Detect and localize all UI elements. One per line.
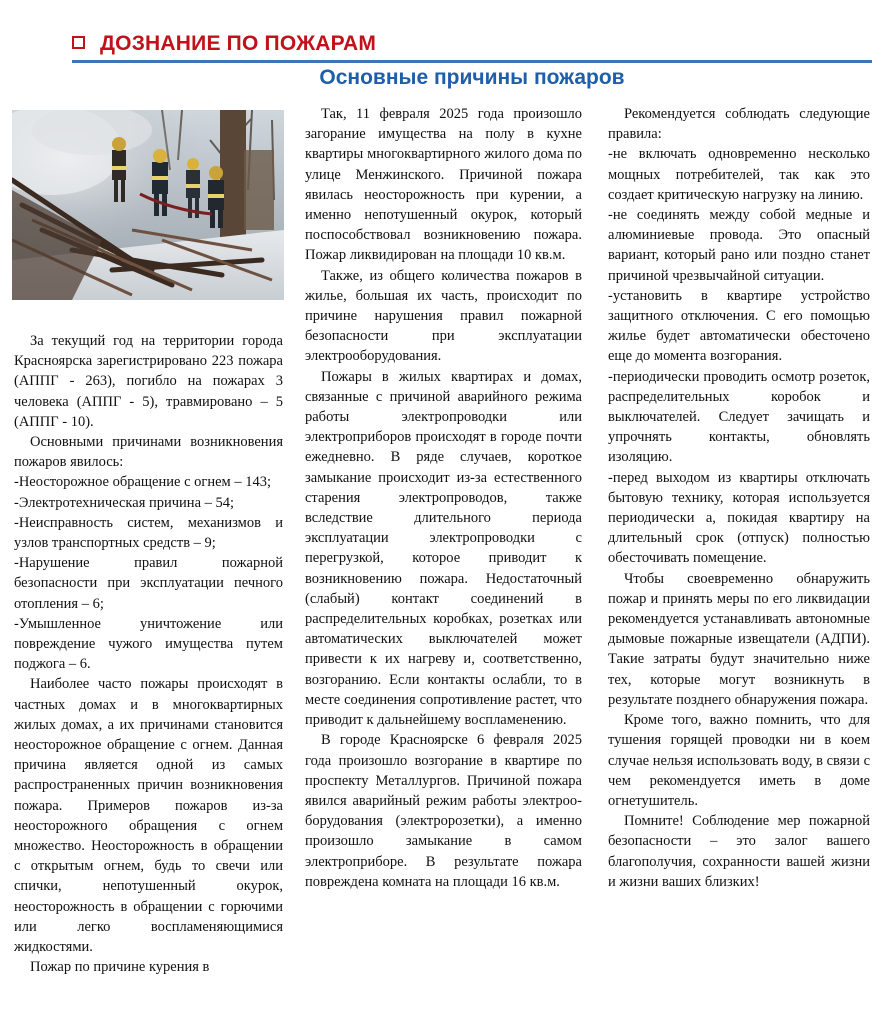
paragraph: Также, из общего количества пожаров в жилье, большая их часть, происходит по причине нарушения правил пожарной безопасности при эксплуатации электрооборудования. [305, 267, 582, 365]
list-item: -периодически проводить осмотр розеток, распределительных коробок и выключателей. Следует зачищать и упрочнять контакты, обновлять изоляцию. [608, 368, 870, 466]
paragraph: Основными причинами возникновения пожаров явилось: [14, 434, 283, 471]
list-item: -Умышленное уничтожение или повреждение чужого имущества путем поджога – 6. [14, 615, 283, 673]
paragraph: В городе Красноярске 6 февраля 2025 года произошло возгорание в квартире по проспекту Металлургов. Причиной пожара явился аварийный режим работы электрооборудования (электророзетки), а именно произошло замыкание в самом электроприборе. В результате пожара повреждена комната на площади 16 кв.м. [305, 732, 582, 890]
header-divider [72, 60, 872, 63]
section-header [72, 32, 872, 62]
article-column-3 [608, 104, 870, 892]
paragraph: Пожары в жилых квартирах и домах, связанные с причиной аварийного режима работы электропроводки или электроприборов происходят в городе почти ежедневно. В ряде случаев, короткое замыкание происходит из-за естественного старения электропроводов, также вследствие длительного периода эксплуатации электропроводки с перегрузкой, которое приводит к возникновению пожара. Недостаточный (слабый) контакт соединений в распределительных коробках, розетках или автоматических выключателей может привести к их нагреву и, соответственно, возгоранию. Если контакты ослабли, то в месте соединения сопротивление растет, что приводит к дальнейшему воспламенению. [305, 368, 582, 729]
paragraph: Помните! Соблюдение мер пожарной безопасности – это залог вашего благополучия, сохранности вашей жизни и жизни ваших близких! [608, 813, 870, 890]
list-item: -Неисправность систем, механизмов и узлов транспортных средств – 9; [14, 514, 283, 552]
paragraph: Наиболее часто пожары происходят в частных домах и в многоквартирных жилых домах, а их причинами становится неосторожное обращение с огнем. Данная причина является одной из самых распространенных причин возникновения пожара. Примеров пожаров из-за неосторожного обращения с огнем множество. Неосторожность в обращении с открытым огнем, будь то свечи или спички, непотушенный окурок, неосторожность в обращении с горючими или легко воспламеняющимися жидкостями. [14, 676, 283, 956]
paragraph: Рекомендуется соблюдать следующие правила: [608, 106, 870, 143]
paragraph: Кроме того, важно помнить, что для тушения горящей проводки ни в коем случае нельзя использовать воду, в связи с чем рекомендуется иметь в доме огнетушитель. [608, 712, 870, 809]
list-item: -не соединять между собой медные и алюминиевые провода. Это опасный вариант, который рано или поздно станет причиной чрезвычайной ситуации. [608, 207, 870, 284]
paragraph: Так, 11 февраля 2025 года произошло загорание имущества на полу в кухне квартиры многоквартирного жилого дома по улице Менжинского. Причиной пожара явилась неосторожность при курении, а именно непотушенный окурок, который поспособствовал возникновению пожара. Пожар ликвидирован на площади 10 кв.м. [305, 106, 582, 264]
firefighters-photo-illustration [12, 110, 284, 300]
list-item: -Электротехническая причина – 54; [14, 494, 235, 511]
list-item: -не включать одновременно несколько мощных потребителей, так как это создает критическую нагрузку на линию. [608, 146, 870, 203]
paragraph: Пожар по причине курения в [30, 959, 210, 976]
firefighters-photo [12, 110, 284, 300]
article-column-1 [14, 331, 283, 978]
list-item: -перед выходом из квартиры отключать бытовую технику, которая используется периодически а, покидая квартиру на длительный срок (отпуск) полностью обесточивать помещение. [608, 469, 870, 567]
checkbox-square-icon [72, 36, 85, 49]
list-item: -Нарушение правил пожарной безопасности при эксплуатации печного отопления – 6; [14, 555, 283, 612]
list-item: -Неосторожное обращение с огнем – 143; [14, 474, 271, 491]
paragraph: За текущий год на территории города Красноярска зарегистрировано 223 пожара (АППГ - 263), погибло на пожарах 3 человека (АППГ - 5), травмировано – 5 (АППГ - 10). [14, 333, 283, 430]
paragraph: Чтобы своевременно обнаружить пожар и принять меры по его ликвидации рекомендуется устанавливать автономные дымовые пожарные извещатели (АДПИ). Такие затраты будут значительно ниже тех, которые могут возникнуть в результате позднего обнаружения пожара. [608, 570, 870, 708]
article-title: Основные причины пожаров [319, 66, 625, 89]
article-column-2 [305, 104, 582, 892]
list-item: -установить в квартире устройство защитного отключения. С его помощью жилье будет автоматически обесточено еще до момента возгорания. [608, 287, 870, 365]
section-title: ДОЗНАНИЕ ПО ПОЖАРАМ [100, 32, 377, 55]
